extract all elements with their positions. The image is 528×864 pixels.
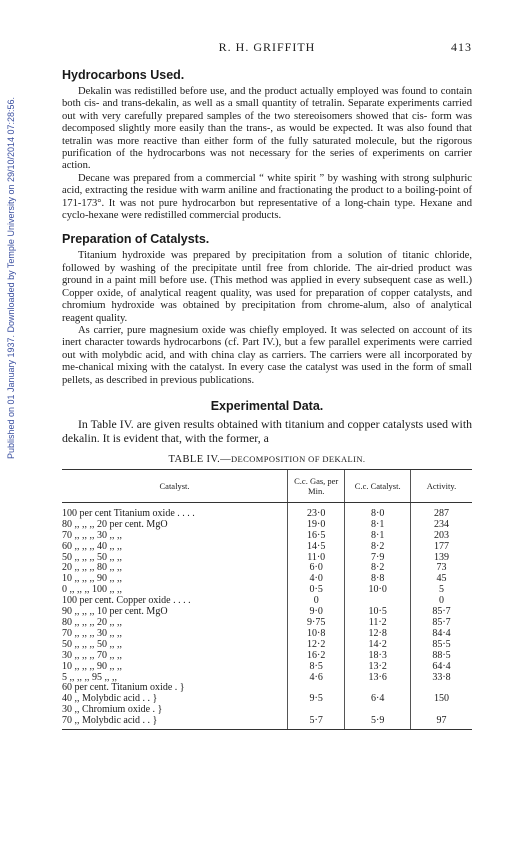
table-cell: 5·9: [345, 716, 411, 729]
table-cell: 90 ,, ,, ,, 10 per cent. MgO: [62, 606, 168, 618]
table-cell: 8·2: [345, 563, 411, 574]
table-cell: 50 ,, ,, ,, 50 ,, ,,: [62, 638, 122, 650]
table-cell: 16·2: [288, 651, 345, 662]
table-cell: 7·9: [345, 553, 411, 564]
column-header: C.c. Gas, per Min.: [288, 469, 345, 502]
table-cell: 0: [410, 596, 472, 607]
paragraph: Decane was prepared from a commercial “ white spirit ” by washing with strong sulphuric acid, extracting the residue with warm aniline and fractionating the product to a boiling-point of 171-173°. It was not pure hydrocarbon but representative of a long-chain type. Hexane and cyclo-hexane were redistilled commercial products.: [62, 172, 472, 222]
table-cell: 30 ,, Chromium oxide . }: [62, 704, 163, 716]
table-row: [62, 542, 472, 553]
table-cell: 8·5: [288, 662, 345, 673]
table-row: [62, 607, 472, 618]
table-cell: 85·5: [410, 640, 472, 651]
table-cell: 203: [410, 531, 472, 542]
table-cell: 10·8: [288, 629, 345, 640]
table-cell: 85·7: [410, 607, 472, 618]
table-cell: 85·7: [410, 618, 472, 629]
table-cell: 4·6: [288, 673, 345, 684]
table-cell: 6·0: [288, 563, 345, 574]
table-cell: 20 ,, ,, ,, 80 ,, ,,: [62, 562, 122, 574]
table-row: [62, 618, 472, 629]
table-cell: 97: [410, 716, 472, 729]
table-cell: 14·2: [345, 640, 411, 651]
table-row: [62, 502, 472, 519]
table-cell: 8·1: [345, 520, 411, 531]
table-cell: 6·4: [345, 694, 411, 705]
table-cell: 100 per cent Titanium oxide . . . .: [62, 507, 195, 519]
table-cell: 8·2: [345, 542, 411, 553]
table-row: [62, 531, 472, 542]
table-cell: 10 ,, ,, ,, 90 ,, ,,: [62, 573, 122, 585]
table-cell: 88·5: [410, 651, 472, 662]
section-title-catalysts: Preparation of Catalysts.: [62, 232, 210, 247]
page-number: 413: [451, 40, 472, 54]
table-cell: 60 per cent. Titanium oxide . }: [62, 682, 185, 694]
table-cell: 287: [410, 502, 472, 519]
table-cell: 80 ,, ,, ,, 20 ,, ,,: [62, 617, 122, 628]
table-cell: 80 ,, ,, ,, 20 per cent. MgO: [62, 518, 168, 530]
paragraph: As carrier, pure magnesium oxide was chiefly employed. It was selected on account of its inert character towards hydrocarbons (cf. Part IV.), but a few parallel experiments were carried out with molybdic acid, and with china clay as carriers. The carriers were all incorporated by me-chanical mixing with the catalyst. In every case the catalyst was used in the form of small pellets, as described in previous publications.: [62, 324, 472, 386]
table-cell: 5 ,, ,, ,, 95 ,, ,,: [62, 671, 117, 683]
table-cell: 64·4: [410, 662, 472, 673]
table-cell: 50 ,, ,, ,, 50 ,, ,,: [62, 551, 122, 563]
table-row: [62, 640, 472, 651]
table-cell: 8·0: [345, 502, 411, 519]
table-cell: 4·0: [288, 574, 345, 585]
table-cell: 234: [410, 520, 472, 531]
table-cell: 5·7: [288, 716, 345, 729]
table-cell: 30 ,, ,, ,, 70 ,, ,,: [62, 649, 122, 661]
table-cell: 12·8: [345, 629, 411, 640]
table-cell: 13·2: [345, 662, 411, 673]
table-header-row: [62, 469, 472, 502]
section-title-experimental: Experimental Data.: [210, 398, 324, 413]
column-header: Catalyst.: [62, 469, 288, 502]
table-caption-title: DECOMPOSITION OF DEKALIN.: [231, 453, 366, 464]
table-cell: 19·0: [288, 520, 345, 531]
column-header: C.c. Catalyst.: [345, 469, 411, 502]
table-cell: 0: [288, 596, 345, 607]
table-cell: 12·2: [288, 640, 345, 651]
table-cell: 84·4: [410, 629, 472, 640]
table-cell: 13·6: [345, 673, 411, 684]
results-table: [62, 469, 472, 730]
table-cell: 10·0: [345, 585, 411, 596]
table-cell: 8·8: [345, 574, 411, 585]
paragraph: Titanium hydroxide was prepared by precipitation from a solution of titanic chloride, followed by washing of the precipitate until free from chloride. The air-dried product was ground in a paint mill before use. (This method was applied in every subsequent case as well.) Copper oxide, of analytical reagent quality, was used for preparation of copper catalysts, and chromium hydroxide was obtained by precipitation from chrome-alum, also of analytical reagent quality.: [62, 250, 472, 324]
table-row: [62, 629, 472, 640]
table-cell: 5: [410, 585, 472, 596]
download-watermark-text: Published on 01 January 1937. Downloaded by Temple University on 29/10/2014 07:28:56.: [6, 96, 16, 460]
table-cell: 100 per cent. Copper oxide . . . .: [62, 595, 191, 607]
table-row: [62, 574, 472, 585]
column-header: Activity.: [410, 469, 472, 502]
table-cell: 139: [410, 553, 472, 564]
table-cell: 73: [410, 563, 472, 574]
table-cell: 23·0: [288, 502, 345, 519]
table-cell: 70 ,, ,, ,, 30 ,, ,,: [62, 529, 122, 541]
table-cell: 0·5: [288, 585, 345, 596]
paragraph: In Table IV. are given results obtained with titanium and copper catalysts used with dekalin. It is evident that, with the former, a: [62, 416, 472, 446]
table-cell: 9·5: [288, 694, 345, 705]
table-cell: 11·2: [345, 618, 411, 629]
paragraph: Dekalin was redistilled before use, and the product actually employed was found to contain both cis- and trans-dekalin, as well as a small quantity of tetralin. Separate experiments carried out with very carefully prepared samples of the two stereoisomers showed that cis- form was decomposed slightly more easily than the trans-, as would be expected. It was also found that tetralin was more reactive than either form of the fully saturated molecule, but the rigorous purification of the hydrocarbons was not necessary for the series of experiments on carrier action.: [62, 86, 472, 172]
table-cell: 33·8: [410, 673, 472, 684]
table-cell: 45: [410, 574, 472, 585]
table-cell: 10 ,, ,, ,, 90 ,, ,,: [62, 660, 122, 672]
table-cell: 70 ,, Molybdic acid . . }: [62, 716, 288, 729]
table-row: [62, 520, 472, 531]
paper-page: [62, 40, 472, 730]
table-cell: 14·5: [288, 542, 345, 553]
table-cell: 10·5: [345, 607, 411, 618]
table-row: [62, 662, 472, 673]
table-cell: 11·0: [288, 553, 345, 564]
table-cell: 40 ,, Molybdic acid . . }: [62, 693, 158, 705]
running-head: [62, 40, 472, 58]
table-body: [62, 502, 472, 729]
table-cell: 18·3: [345, 651, 411, 662]
table-cell: 0 ,, ,, ,, 100 ,, ,,: [62, 584, 122, 596]
table-cell: 60 ,, ,, ,, 40 ,, ,,: [62, 540, 122, 552]
table-cell: 150: [410, 694, 472, 705]
section-title-hydrocarbons: Hydrocarbons Used.: [62, 68, 185, 82]
table-cell: 9·75: [288, 618, 345, 629]
table-caption-prefix: TABLE IV.—: [168, 453, 232, 465]
table-row: [62, 716, 472, 729]
table-cell: 9·0: [288, 607, 345, 618]
table-cell: 16·5: [288, 531, 345, 542]
table-cell: 8·1: [345, 531, 411, 542]
table-row: [62, 651, 472, 662]
download-watermark: [3, 48, 19, 508]
table-caption: [62, 454, 472, 465]
table-row: [62, 563, 472, 574]
table-cell: 70 ,, ,, ,, 30 ,, ,,: [62, 627, 122, 639]
table-row: [62, 553, 472, 564]
table-cell: 177: [410, 542, 472, 553]
running-head-author: R. H. GRIFFITH: [218, 40, 316, 54]
